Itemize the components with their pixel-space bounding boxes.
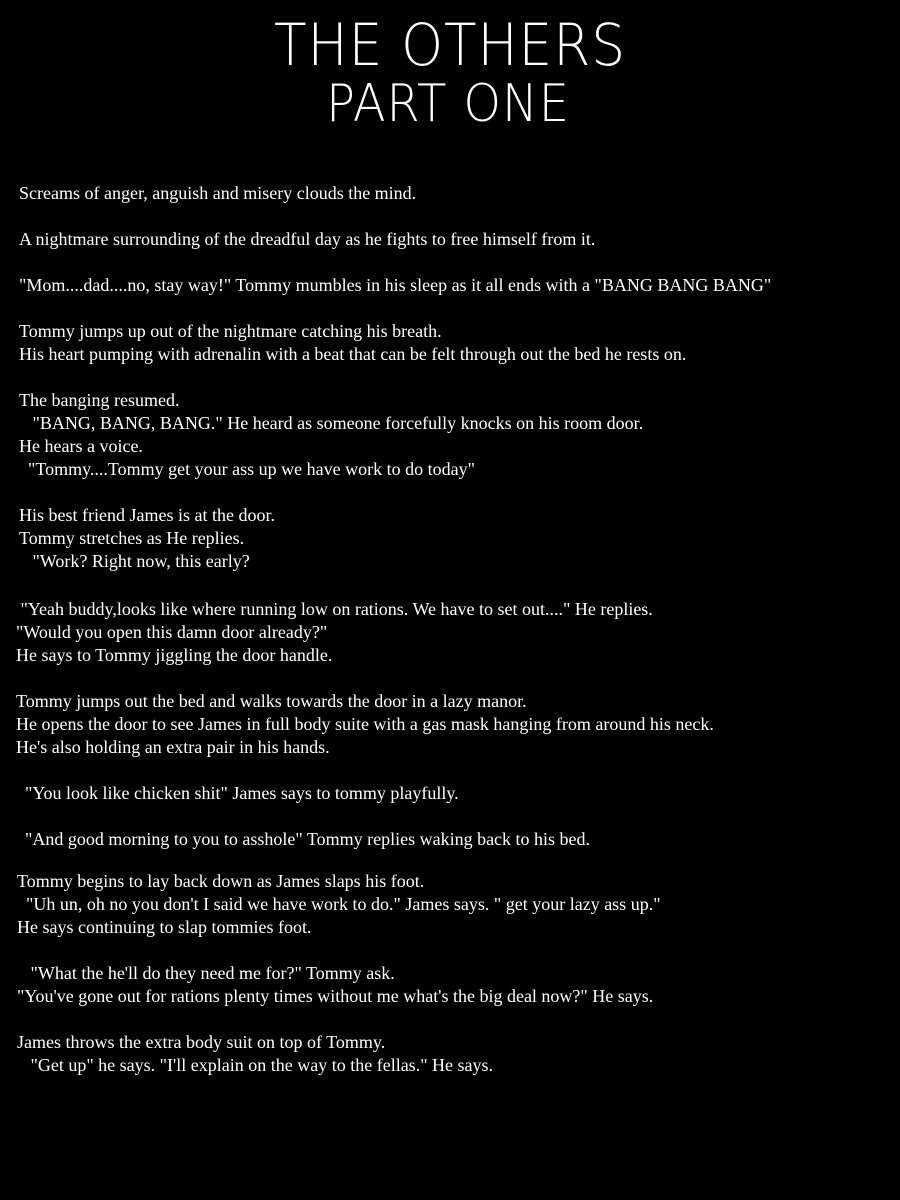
story-line: "Uh un, oh no you don't I said we have work to do." James says. " get your lazy ass up.": [17, 894, 661, 914]
story-line: James throws the extra body suit on top of Tommy.: [17, 1032, 386, 1052]
story-line: "And good morning to you to asshole" Tommy replies waking back to his bed.: [16, 829, 591, 849]
story-line: He says continuing to slap tommies foot.: [17, 917, 312, 937]
story-line: "What the he'll do they need me for?" Tommy ask.: [17, 963, 395, 983]
story-line: He says to Tommy jiggling the door handle.: [16, 645, 333, 665]
story-line: "Tommy....Tommy get your ass up we have work to do today": [19, 459, 475, 479]
story-line: "BANG, BANG, BANG." He heard as someone forcefully knocks on his room door.: [19, 413, 644, 433]
story-line: Screams of anger, anguish and misery clouds the mind.: [19, 183, 417, 203]
story-line: Tommy jumps up out of the nightmare catching his breath.: [19, 321, 442, 341]
story-line: He opens the door to see James in full body suite with a gas mask hanging from around his neck.: [16, 714, 714, 734]
story-line: "Work? Right now, this early?: [19, 551, 250, 571]
story-line: "You look like chicken shit" James says to tommy playfully.: [16, 783, 459, 803]
story-line: A nightmare surrounding of the dreadful day as he fights to free himself from it.: [19, 229, 596, 249]
story-line: His heart pumping with adrenalin with a beat that can be felt through out the bed he rests on.: [19, 344, 687, 364]
story-line: He's also holding an extra pair in his hands.: [16, 737, 330, 757]
title-line-1: THE OTHERS: [274, 11, 626, 79]
story-line: He hears a voice.: [19, 436, 143, 456]
story-line: "Yeah buddy,looks like where running low on rations. We have to set out...." He replies.: [16, 599, 653, 619]
story-line: "Would you open this damn door already?": [16, 622, 328, 642]
story-line: Tommy stretches as He replies.: [19, 528, 245, 548]
story-line: The banging resumed.: [19, 390, 180, 410]
title-line-2: PART ONE: [326, 74, 570, 134]
story-line: Tommy begins to lay back down as James slaps his foot.: [17, 871, 425, 891]
story-line: His best friend James is at the door.: [19, 505, 275, 525]
story-line: Tommy jumps out the bed and walks towards the door in a lazy manor.: [16, 691, 527, 711]
story-line: "Get up" he says. "I'll explain on the way to the fellas." He says.: [17, 1055, 494, 1075]
story-line: "You've gone out for rations plenty times without me what's the big deal now?" He says.: [17, 986, 654, 1006]
story-line: "Mom....dad....no, stay way!" Tommy mumbles in his sleep as it all ends with a "BANG BANG BANG": [19, 275, 772, 295]
